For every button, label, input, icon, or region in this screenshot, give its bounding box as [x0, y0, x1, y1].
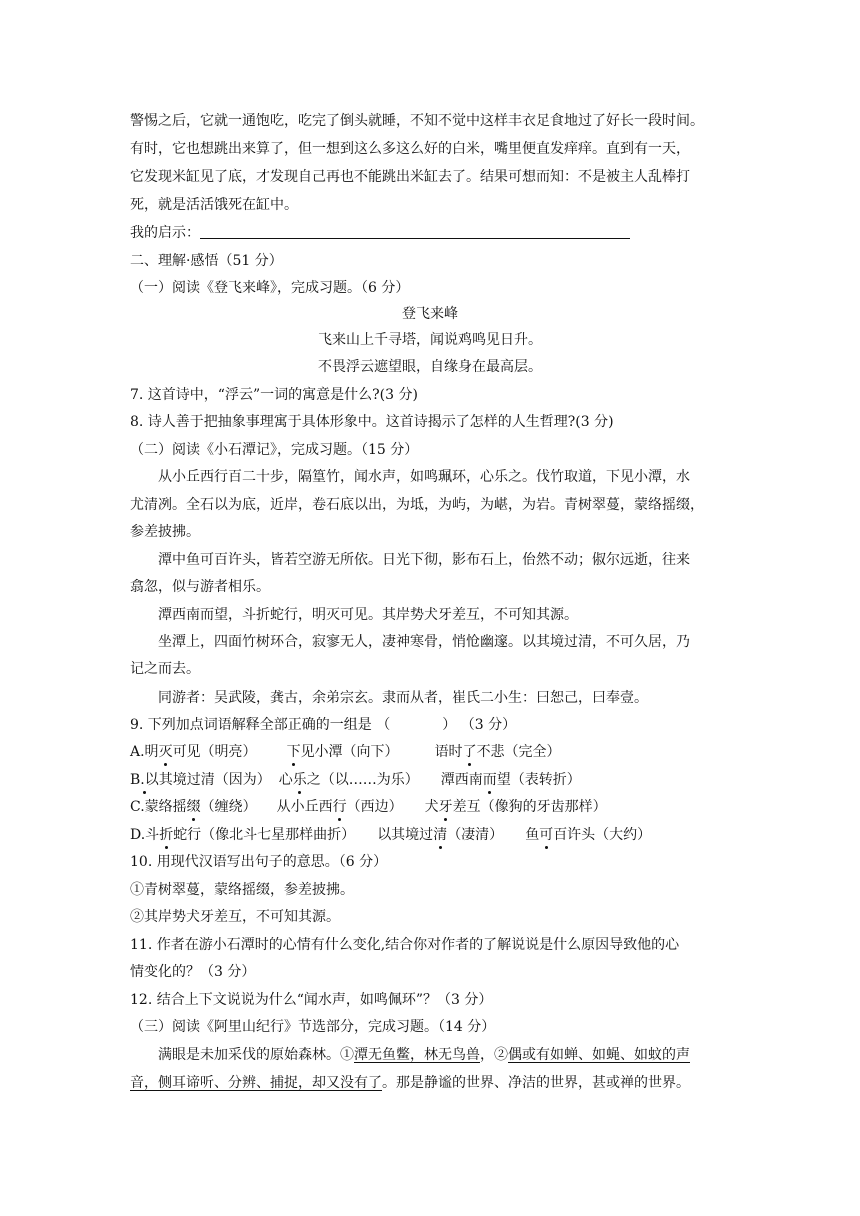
option-a-text: A.明 — [130, 744, 159, 760]
dotted-word: 缀 — [186, 799, 201, 815]
option-b-text: 望（表转折） — [496, 772, 581, 788]
dotted-word: 行 — [332, 799, 347, 815]
question-10-item-2: ②其岸势犬牙差互，不可知其源。 — [130, 909, 340, 925]
dotted-word: 了 — [462, 744, 477, 760]
dotted-word: 而 — [482, 772, 497, 788]
option-a-text: 不悲（完全） — [476, 744, 561, 760]
option-d-text: 蛇行（像北斗七星那样曲折） — [173, 827, 356, 843]
part3-text: 。那是静谧的世界、净洁的世界，甚或禅的世界。 — [382, 1075, 690, 1091]
question-7: 7. 这首诗中，“浮云”一词的寓意是什么?(3 分) — [130, 387, 418, 403]
insight-label: 我的启示： — [130, 225, 200, 241]
question-11-line-2: 情变化的？（3 分） — [130, 964, 256, 980]
story-line-3: 它发现米缸见了底，才发现自己再也不能跳出米缸去了。结果可想而知：不是被主人乱棒打 — [130, 169, 690, 185]
insight-answer-blank[interactable] — [200, 224, 630, 239]
dotted-word: 牙 — [438, 799, 453, 815]
option-a-text: 可见（明亮） — [172, 744, 257, 760]
option-a-text: 见小潭（向下） — [300, 744, 399, 760]
option-b-text: 心 — [278, 772, 293, 788]
option-c-text: （缠绕） — [200, 799, 257, 815]
underlined-sentence-1: 潭无鱼鳖，林无鸟兽 — [354, 1047, 480, 1063]
passage-p1-line-2: 尤清冽。全石以为底，近岸，卷石底以出，为坻，为屿，为嵁，为岩。青树翠蔓，蒙络摇缀， — [130, 497, 704, 513]
dotted-word: B.以 — [130, 772, 159, 788]
underlined-sentence-2: 偶或有如蝉、如蝇、如蚊的声 — [508, 1047, 690, 1063]
passage-p3: 潭西南而望，斗折蛇行，明灭可见。其岸势犬牙差互，不可知其源。 — [158, 607, 578, 623]
section-title: 二、理解·感悟（51 分） — [130, 253, 283, 269]
story-line-1: 警惕之后，它就一通饱吃，吃完了倒头就睡，不知不觉中这样丰衣足食地过了好长一段时间。 — [130, 113, 704, 129]
dotted-word: 可 — [539, 827, 554, 843]
part2-heading: （二）阅读《小石潭记》，完成习题。（15 分） — [130, 442, 419, 458]
story-line-2: 有时，它也想跳出来算了，但一想到这么多这么好的白米，嘴里便直发痒痒。直到有一天， — [130, 141, 690, 157]
option-a-text: 语时 — [434, 744, 463, 760]
option-b-text: 潭西南 — [440, 772, 483, 788]
option-c — [130, 797, 607, 817]
part3-heading: （三）阅读《阿里山纪行》节选部分，完成习题。（14 分） — [130, 1019, 496, 1035]
dotted-word: 乐 — [292, 772, 307, 788]
question-12: 12. 结合上下文说说为什么“闻水声，如鸣佩环”？（3 分） — [130, 992, 493, 1008]
story-line-4: 死，就是活活饿死在缸中。 — [130, 197, 298, 213]
question-9-score: ） （3 分） — [442, 717, 517, 733]
option-c-text: 差互（像狗的牙齿那样） — [452, 799, 607, 815]
option-d — [130, 825, 651, 845]
option-d-text: 以其境过 — [377, 827, 434, 843]
option-b-text: 其境过清（因为） — [158, 772, 271, 788]
question-10: 10. 用现代汉语写出句子的意思。（6 分） — [130, 854, 388, 870]
passage-p2-line-2: 翕忽，似与游者相乐。 — [130, 579, 270, 595]
passage-p4-line-2: 记之而去。 — [130, 661, 200, 677]
option-d-text: 鱼 — [525, 827, 540, 843]
option-a — [130, 742, 561, 762]
part3-text: ，② — [480, 1047, 508, 1063]
option-b-text: 之（以……为乐） — [306, 772, 419, 788]
passage-p2-line-1: 潭中鱼可百许头，皆若空游无所依。日光下彻，影布石上，佁然不动；俶尔远逝，往来 — [158, 552, 690, 568]
underlined-sentence-2: 音，侧耳谛听、分辨、捕捉，却又没有了 — [130, 1075, 382, 1091]
option-c-text: C.蒙络摇 — [130, 799, 187, 815]
question-10-item-1: ①青树翠蔓，蒙络摇缀，参差披拂。 — [130, 882, 354, 898]
option-b — [130, 770, 581, 790]
passage-p1-line-1: 从小丘西行百二十步，隔篁竹，闻水声，如鸣珮环，心乐之。伐竹取道，下见小潭，水 — [158, 469, 690, 485]
question-11-line-1: 11. 作者在游小石潭时的心情有什么变化,结合你对作者的了解说说是什么原因导致他的心 — [130, 937, 680, 953]
option-d-text: 百许头（大约） — [553, 827, 652, 843]
part3-text: 满眼是未加采伐的原始森林。① — [158, 1047, 354, 1063]
poem-line-2: 不畏浮云遮望眼，自缘身在最高层。 — [318, 359, 542, 375]
question-9-stem: 9. 下列加点词语解释全部正确的一组是 （ — [130, 717, 391, 733]
option-d-text: D.斗 — [130, 827, 160, 843]
part3-passage-line-2 — [130, 1073, 690, 1093]
poem-title: 登飞来峰 — [402, 306, 458, 322]
poem-line-1: 飞来山上千寻塔，闻说鸡鸣见日升。 — [318, 332, 542, 348]
option-d-text: （凄清） — [447, 827, 504, 843]
passage-p4-line-1: 坐潭上，四面竹树环合，寂寥无人，凄神寒骨，悄怆幽邃。以其境过清，不可久居，乃 — [158, 634, 690, 650]
insight-line — [130, 223, 630, 243]
part1-heading: （一）阅读《登飞来峰》，完成习题。（6 分） — [130, 280, 410, 296]
question-8: 8. 诗人善于把抽象事理寓于具体形象中。这首诗揭示了怎样的人生哲理?(3 分) — [130, 414, 614, 430]
dotted-word: 下 — [286, 744, 301, 760]
option-c-text: 从小丘西 — [276, 799, 333, 815]
question-9 — [130, 715, 516, 735]
option-c-text: （西边） — [346, 799, 403, 815]
part3-passage-line-1 — [158, 1045, 690, 1065]
option-c-text: 犬 — [424, 799, 439, 815]
passage-p1-line-3: 参差披拂。 — [130, 524, 200, 540]
dotted-word: 清 — [433, 827, 448, 843]
dotted-word: 折 — [159, 827, 174, 843]
dotted-word: 灭 — [158, 744, 173, 760]
passage-p5: 同游者：吴武陵，龚古，余弟宗玄。隶而从者，崔氏二小生：曰恕己，曰奉壹。 — [158, 690, 648, 706]
